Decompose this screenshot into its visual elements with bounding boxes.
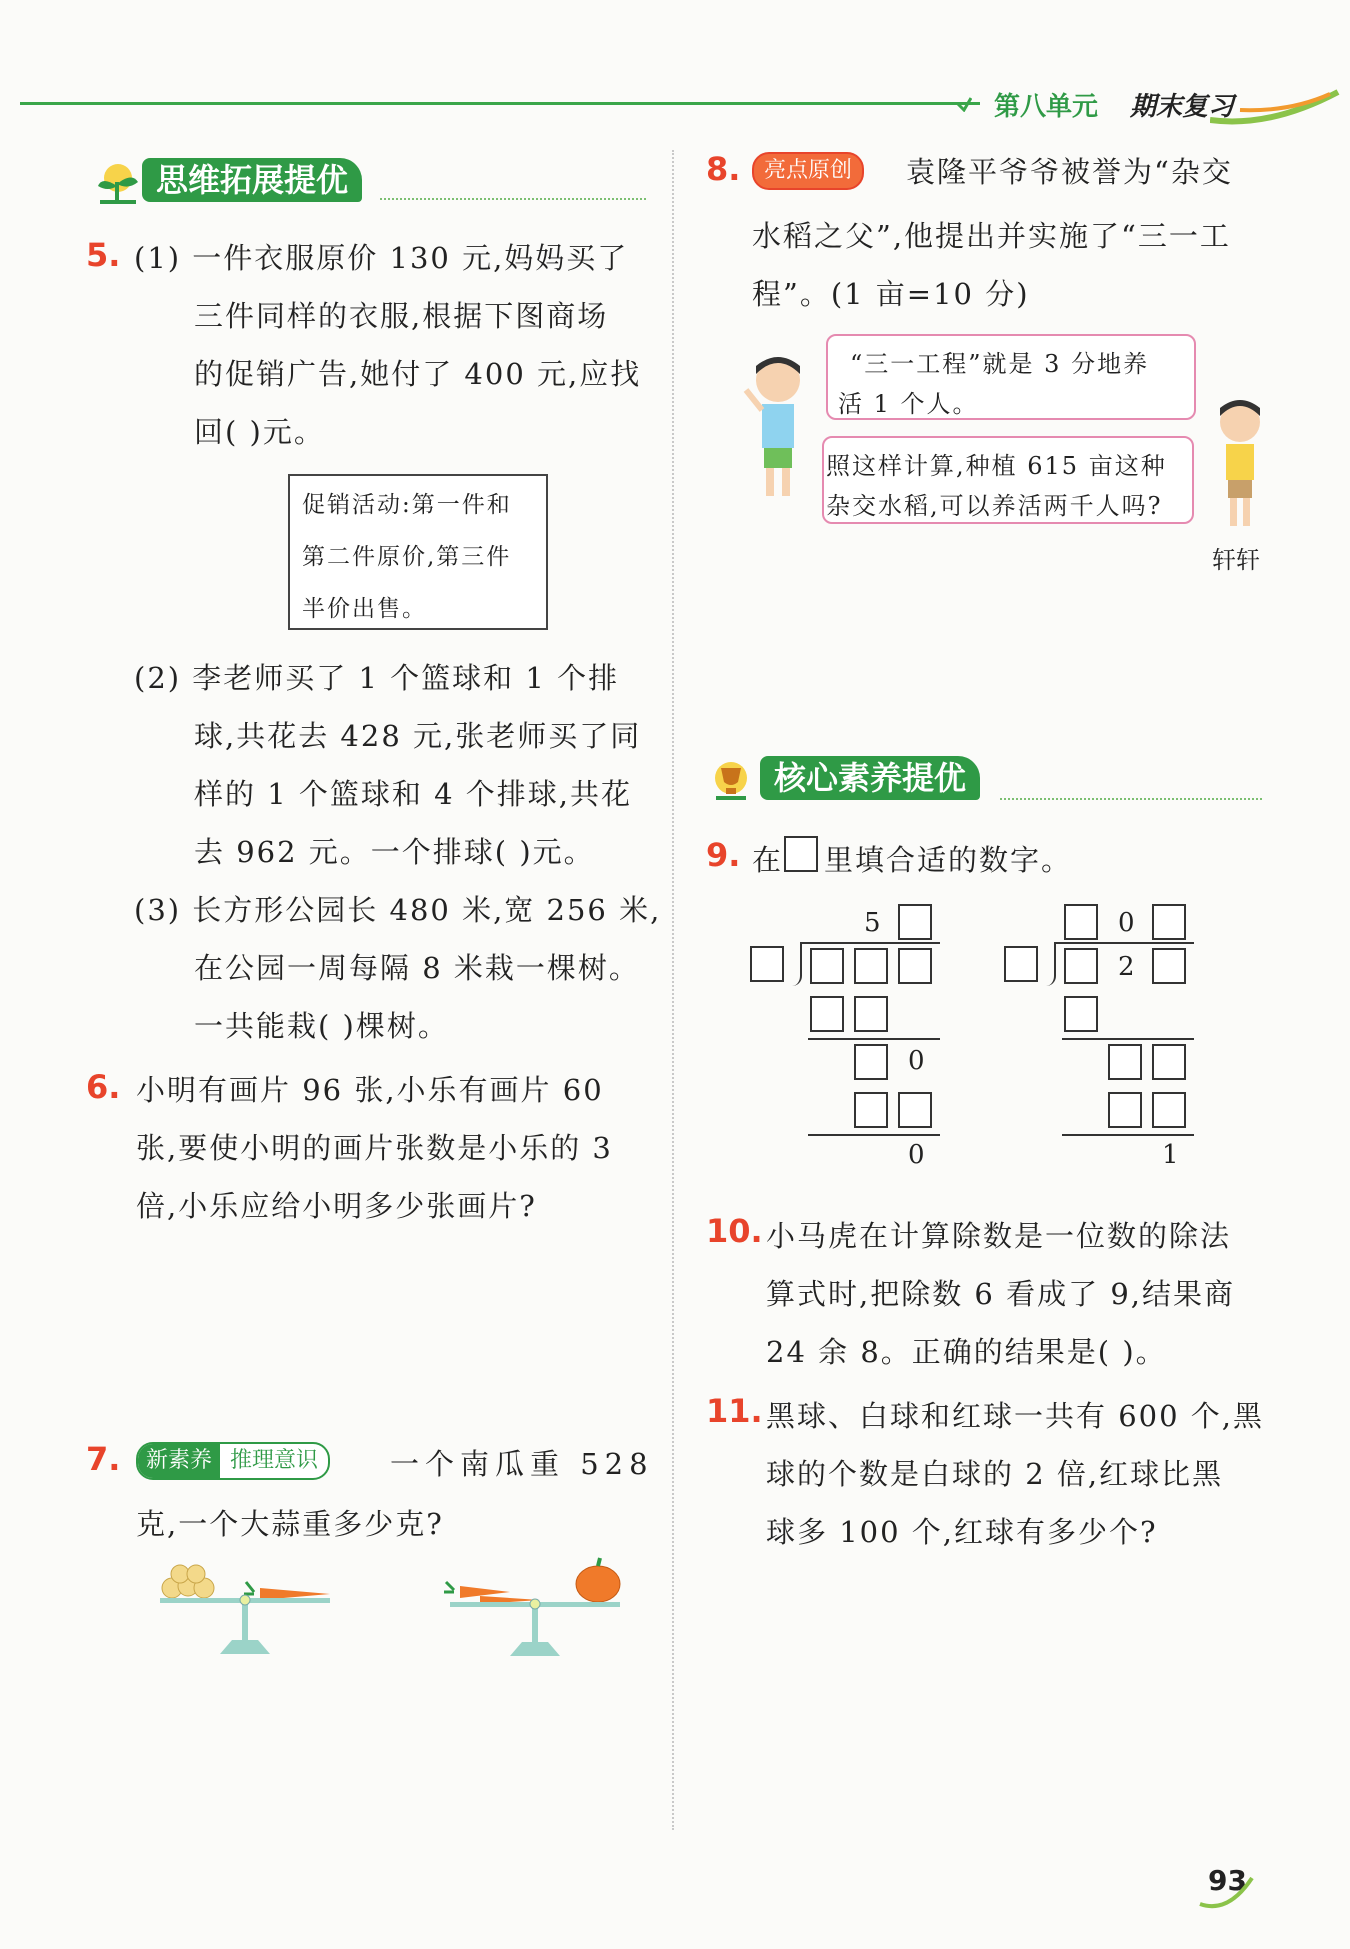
carrot-icon (444, 1582, 510, 1598)
q5-p2-line4: 去 962 元。一个排球( )元。 (194, 835, 595, 869)
answer-box[interactable] (1064, 904, 1098, 940)
q5-p1-line3: 的促销广告,她付了 400 元,应找 (194, 357, 642, 391)
q5-p1-line1: (1) 一件衣服原价 130 元,妈妈买了 (134, 241, 629, 275)
answer-box[interactable] (1152, 1092, 1186, 1128)
bubble1-line1: “三一工程”就是 3 分地养 (850, 350, 1150, 378)
quotient-digit: 5 (864, 908, 881, 938)
kid-name: 轩轩 (1212, 546, 1260, 574)
q6-line2: 张,要使小明的画片张数是小乐的 3 (136, 1131, 613, 1165)
question-number-7: 7. (86, 1440, 121, 1478)
answer-box[interactable] (854, 1044, 888, 1080)
q10-line3: 24 余 8。正确的结果是( )。 (766, 1335, 1167, 1369)
page-number: 93 (1208, 1864, 1247, 1897)
q6-line1: 小明有画片 96 张,小乐有画片 60 (136, 1073, 604, 1107)
q6-line3: 倍,小乐应给小明多少张画片? (136, 1189, 537, 1223)
remainder: 0 (908, 1140, 925, 1170)
balance-scale-icon (150, 1560, 340, 1660)
answer-box[interactable] (810, 996, 844, 1032)
answer-box[interactable] (1108, 1092, 1142, 1128)
q5-p1-line4: 回( )元。 (194, 415, 325, 449)
q7-line2: 克,一个大蒜重多少克? (136, 1507, 444, 1541)
badge-sub-label: 推理意识 (230, 1448, 319, 1473)
q9-text-before: 在 (752, 843, 784, 877)
q8-line2: 水稻之父”,他提出并实施了“三一工 (752, 219, 1231, 253)
bubble2-line1: 照这样计算,种植 615 亩这种 (826, 452, 1167, 480)
division-right (1002, 900, 1202, 1180)
q10-line2: 算式时,把除数 6 看成了 9,结果商 (766, 1277, 1235, 1311)
subtraction-line (808, 1038, 940, 1040)
q5-p3-line1: (3) 长方形公园长 480 米,宽 256 米, (134, 893, 662, 927)
page-swoosh-icon (1198, 1872, 1258, 1912)
answer-box[interactable] (854, 948, 888, 984)
q5-p1-line2: 三件同样的衣服,根据下图商场 (194, 299, 609, 333)
garlic-icon (162, 1565, 214, 1598)
q5-p3-line3: 一共能栽( )棵树。 (194, 1009, 449, 1043)
q5-p2-line2: 球,共花去 428 元,张老师买了同 (194, 719, 642, 753)
original-badge: 亮点原创 (752, 152, 864, 190)
section-title-core: 核心素养提优 (760, 756, 980, 800)
carrot-icon (244, 1582, 330, 1600)
bubble1-line2: 活 1 个人。 (838, 390, 979, 418)
promo-line3: 半价出售。 (302, 596, 427, 622)
q5-p2-line3: 样的 1 个篮球和 4 个排球,共花 (194, 777, 632, 811)
q5-p2-line1: (2) 李老师买了 1 个篮球和 1 个排 (134, 661, 620, 695)
section-title-thinking: 思维拓展提优 (142, 158, 362, 202)
header-line (20, 102, 980, 105)
question-number-6: 6. (86, 1068, 121, 1106)
answer-box[interactable] (898, 1092, 932, 1128)
balance-scale-icon (440, 1556, 630, 1660)
section-divider (1000, 798, 1262, 800)
answer-box[interactable] (1064, 948, 1098, 984)
question-number-10: 10. (706, 1212, 763, 1250)
header-swoosh-icon (1210, 88, 1340, 128)
question-number-5: 5. (86, 236, 121, 274)
promo-line1: 促销活动:第一件和 (302, 492, 512, 518)
q8-line1: 袁隆平爷爷被誉为“杂交 (906, 155, 1233, 189)
subtraction-line (808, 1134, 940, 1136)
boy-icon (1204, 396, 1274, 536)
speech-bubble-2 (822, 436, 1194, 524)
badge-label: 新素养 (138, 1444, 220, 1478)
q11-line2: 球的个数是白球的 2 倍,红球比黑 (766, 1457, 1224, 1491)
answer-box[interactable] (898, 948, 932, 984)
answer-box[interactable] (1152, 904, 1186, 940)
remainder: 1 (1162, 1140, 1179, 1170)
division-bar (800, 942, 940, 944)
promo-line2: 第二件原价,第三件 (302, 544, 512, 570)
header-title: 期末复习 (1130, 92, 1235, 122)
bubble2-line2: 杂交水稻,可以养活两千人吗? (826, 492, 1163, 520)
question-number-11: 11. (706, 1392, 763, 1430)
answer-box[interactable] (898, 904, 932, 940)
row3-digit: 0 (908, 1046, 925, 1076)
q7-line1: 一个南瓜重 528 (390, 1447, 654, 1481)
division-left (748, 900, 948, 1180)
sprout-icon (92, 160, 142, 206)
column-divider (672, 150, 674, 1830)
division-bar (1054, 942, 1194, 944)
question-number-9: 9. (706, 836, 741, 874)
answer-box[interactable] (1152, 948, 1186, 984)
leaf-icon (956, 96, 972, 112)
answer-box[interactable] (1064, 996, 1098, 1032)
header-unit: 第八单元 (994, 92, 1099, 122)
answer-box[interactable] (1108, 1044, 1142, 1080)
answer-box[interactable] (854, 996, 888, 1032)
q8-line3: 程”。(1 亩=10 分) (752, 277, 1030, 311)
subtraction-line (1062, 1038, 1194, 1040)
q11-line1: 黑球、白球和红球一共有 600 个,黑 (766, 1399, 1265, 1433)
answer-box[interactable] (1004, 946, 1038, 982)
division-bracket (1044, 942, 1056, 986)
dividend-digit: 2 (1118, 952, 1135, 982)
answer-box[interactable] (810, 948, 844, 984)
q10-line1: 小马虎在计算除数是一位数的除法 (766, 1219, 1232, 1253)
question-number-8: 8. (706, 150, 741, 188)
q9-text-after: 里填合适的数字。 (824, 843, 1073, 877)
q5-p3-line2: 在公园一周每隔 8 米栽一棵树。 (194, 951, 640, 985)
answer-box-sample (784, 836, 818, 872)
trophy-icon (706, 758, 756, 804)
q11-line3: 球多 100 个,红球有多少个? (766, 1515, 1158, 1549)
boy-icon (740, 352, 816, 502)
answer-box[interactable] (750, 946, 784, 982)
section-divider (380, 198, 646, 200)
answer-box[interactable] (1152, 1044, 1186, 1080)
division-bracket (790, 942, 802, 986)
pumpkin-icon (576, 1558, 620, 1602)
answer-box[interactable] (854, 1092, 888, 1128)
subtraction-line (1062, 1134, 1194, 1136)
speech-bubble-1 (826, 334, 1196, 420)
promo-box (288, 474, 548, 630)
new-literacy-badge (136, 1442, 330, 1480)
quotient-digit: 0 (1118, 908, 1135, 938)
